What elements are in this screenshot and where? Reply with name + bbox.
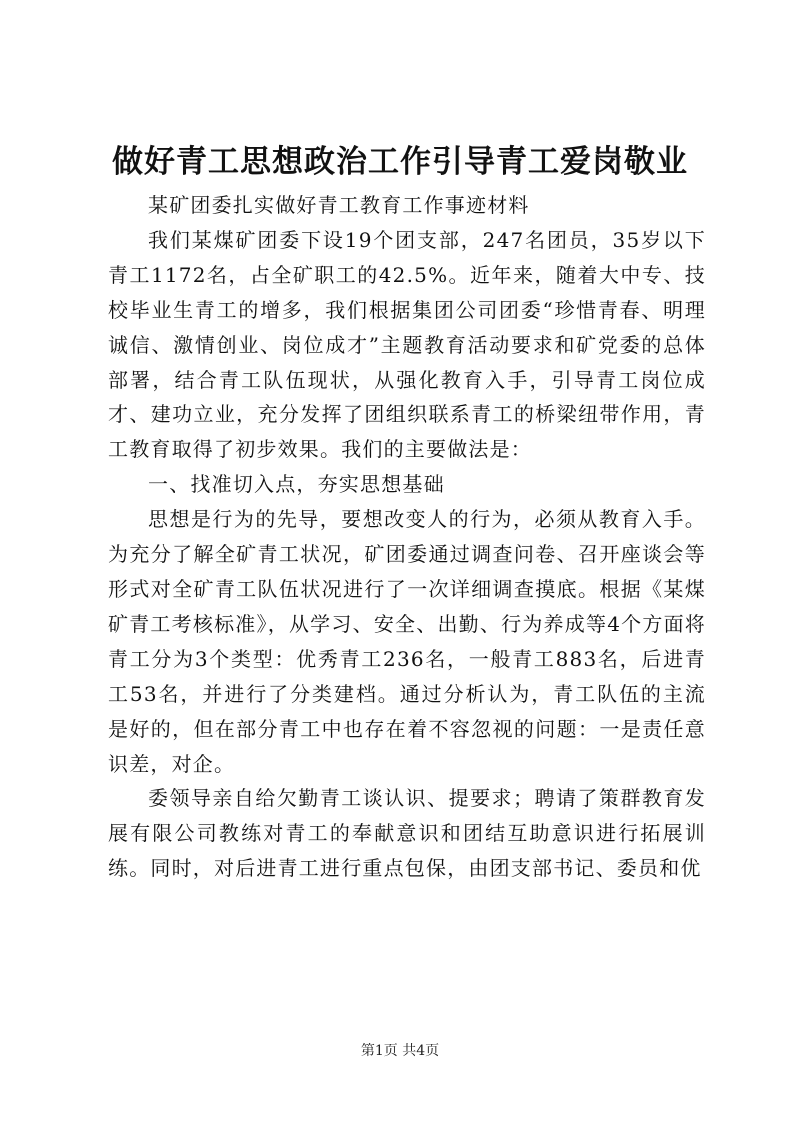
section-heading: 一、找准切入点，夯实思想基础	[148, 472, 445, 497]
body-paragraph: 我们某煤矿团委下设19个团支部，247名团员，35岁以下青工1172名，占全矿职工的42.5%。近年来，随着大中专、技校毕业生青工的增多，我们根据集团公司团委“珍惜青春、明理诚信、激情创业、岗位成才”主题教育活动要求和矿党委的总体部署，结合青工队伍现状，从强化教育入手，引导青工岗位成才、建功立业，充分发挥了团组织联系青工的桥梁纽带作用，青工教育取得了初步效果。我们的主要做法是：	[108, 227, 706, 462]
page-footer: 第1页 共4页	[360, 1043, 440, 1059]
subtitle-paragraph: 某矿团委扎实做好青工教育工作事迹材料	[148, 193, 530, 217]
document-title: 做好青工思想政治工作引导青工爱岗敬业	[112, 144, 688, 180]
document-body	[108, 188, 706, 886]
body-paragraph: 思想是行为的先导，要想改变人的行为，必须从教育入手。为充分了解全矿青工状况，矿团委通过调查问卷、召开座谈会等形式对全矿青工队伍状况进行了一次详细调查摸底。根据《某煤矿青工考核标准》，从学习、安全、出勤、行为养成等4个方面将青工分为3个类型：优秀青工236名，一般青工883名，后进青工53名，并进行了分类建档。通过分析认为，青工队伍的主流是好的，但在部分青工中也存在着不容忽视的问题：一是责任意识差，对企。	[108, 507, 706, 776]
body-paragraph: 委领导亲自给欠勤青工谈认识、提要求；聘请了策群教育发展有限公司教练对青工的奉献意识和团结互助意识进行拓展训练。同时，对后进青工进行重点包保，由团支部书记、委员和优	[108, 786, 706, 881]
